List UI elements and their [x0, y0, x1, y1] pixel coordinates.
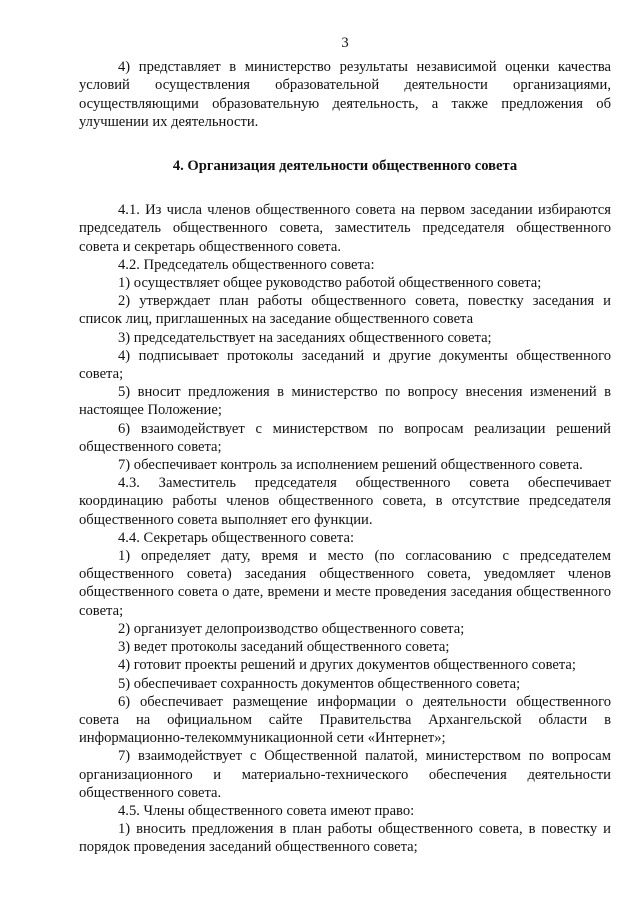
paragraph-4-4-item-1: 1) определяет дату, время и место (по согласованию с председателем общественного совета) заседания общественного совета, уведомляет членов общественного совета о дате, времени и месте проведения заседания общественного совета; — [79, 548, 611, 619]
paragraph-4-2-item-4: 4) подписывает протоколы заседаний и другие документы общественного совета; — [79, 347, 611, 383]
paragraph-4-4-item-2: 2) организует делопроизводство общественного совета; — [118, 620, 465, 637]
paragraph-4-4-item-7: 7) взаимодействует с Общественной палатой, министерством по вопросам организационного и материально-технического обеспечения деятельности общественного совета. — [79, 748, 611, 801]
paragraph-4-4-item-3: 3) ведет протоколы заседаний общественного совета; — [118, 639, 450, 656]
paragraph-4-2-item-5: 5) вносит предложения в министерство по вопросу внесения изменений в настоящее Положение; — [79, 384, 611, 419]
paragraph-4-1: 4.1. Из числа членов общественного совета на первом заседании избираются председатель общественного совета, заместитель председателя общественного совета и секретарь общественного совета. — [79, 202, 611, 255]
paragraph-4-5: 4.5. Члены общественного совета имеют право: — [118, 802, 415, 819]
document-page — [79, 34, 611, 857]
paragraph-4-4-item-6: 6) обеспечивает размещение информации о деятельности общественного совета на официальном сайте Правительства Архангельской области в информационно-телекоммуникационной сети «Интернет»; — [79, 693, 611, 747]
paragraph-4-4-item-5: 5) обеспечивает сохранность документов общественного совета; — [118, 675, 521, 692]
paragraph-4-2-item-3: 3) председательствует на заседаниях общественного совета; — [118, 329, 492, 346]
paragraph-4-4-item-4: 4) готовит проекты решений и других документов общественного совета; — [118, 657, 576, 674]
paragraph-4-2-item-7: 7) обеспечивает контроль за исполнением решений общественного совета. — [118, 457, 583, 474]
paragraph-4-3: 4.3. Заместитель председателя общественного совета обеспечивает координацию работы членов общественного совета, в отсутствие председателя общественного совета выполняет его функции. — [79, 475, 611, 528]
paragraph-4-2-item-2: 2) утверждает план работы общественного совета, повестку заседания и список лиц, приглашенных на заседание общественного совета — [79, 293, 611, 328]
page-number: 3 — [341, 35, 349, 51]
paragraph-4-4: 4.4. Секретарь общественного совета: — [118, 529, 354, 546]
paragraph-4-2-item-6: 6) взаимодействует с министерством по вопросам реализации решений общественного совета; — [79, 420, 611, 455]
paragraph-4-2: 4.2. Председатель общественного совета: — [118, 256, 375, 273]
paragraph-4-5-item-1: 1) вносить предложения в план работы общественного совета, в повестку и порядок проведения заседаний общественного совета; — [79, 821, 611, 856]
paragraph-4-2-item-1: 1) осуществляет общее руководство работой общественного совета; — [118, 275, 542, 292]
paragraph-intro: 4) представляет в министерство результаты независимой оценки качества условий осуществления образовательной деятельности организациями, осуществляющими образовательную деятельность, а также предложения об улучшении их деятельности. — [79, 59, 611, 130]
section-heading: 4. Организация деятельности общественного совета — [172, 158, 518, 175]
